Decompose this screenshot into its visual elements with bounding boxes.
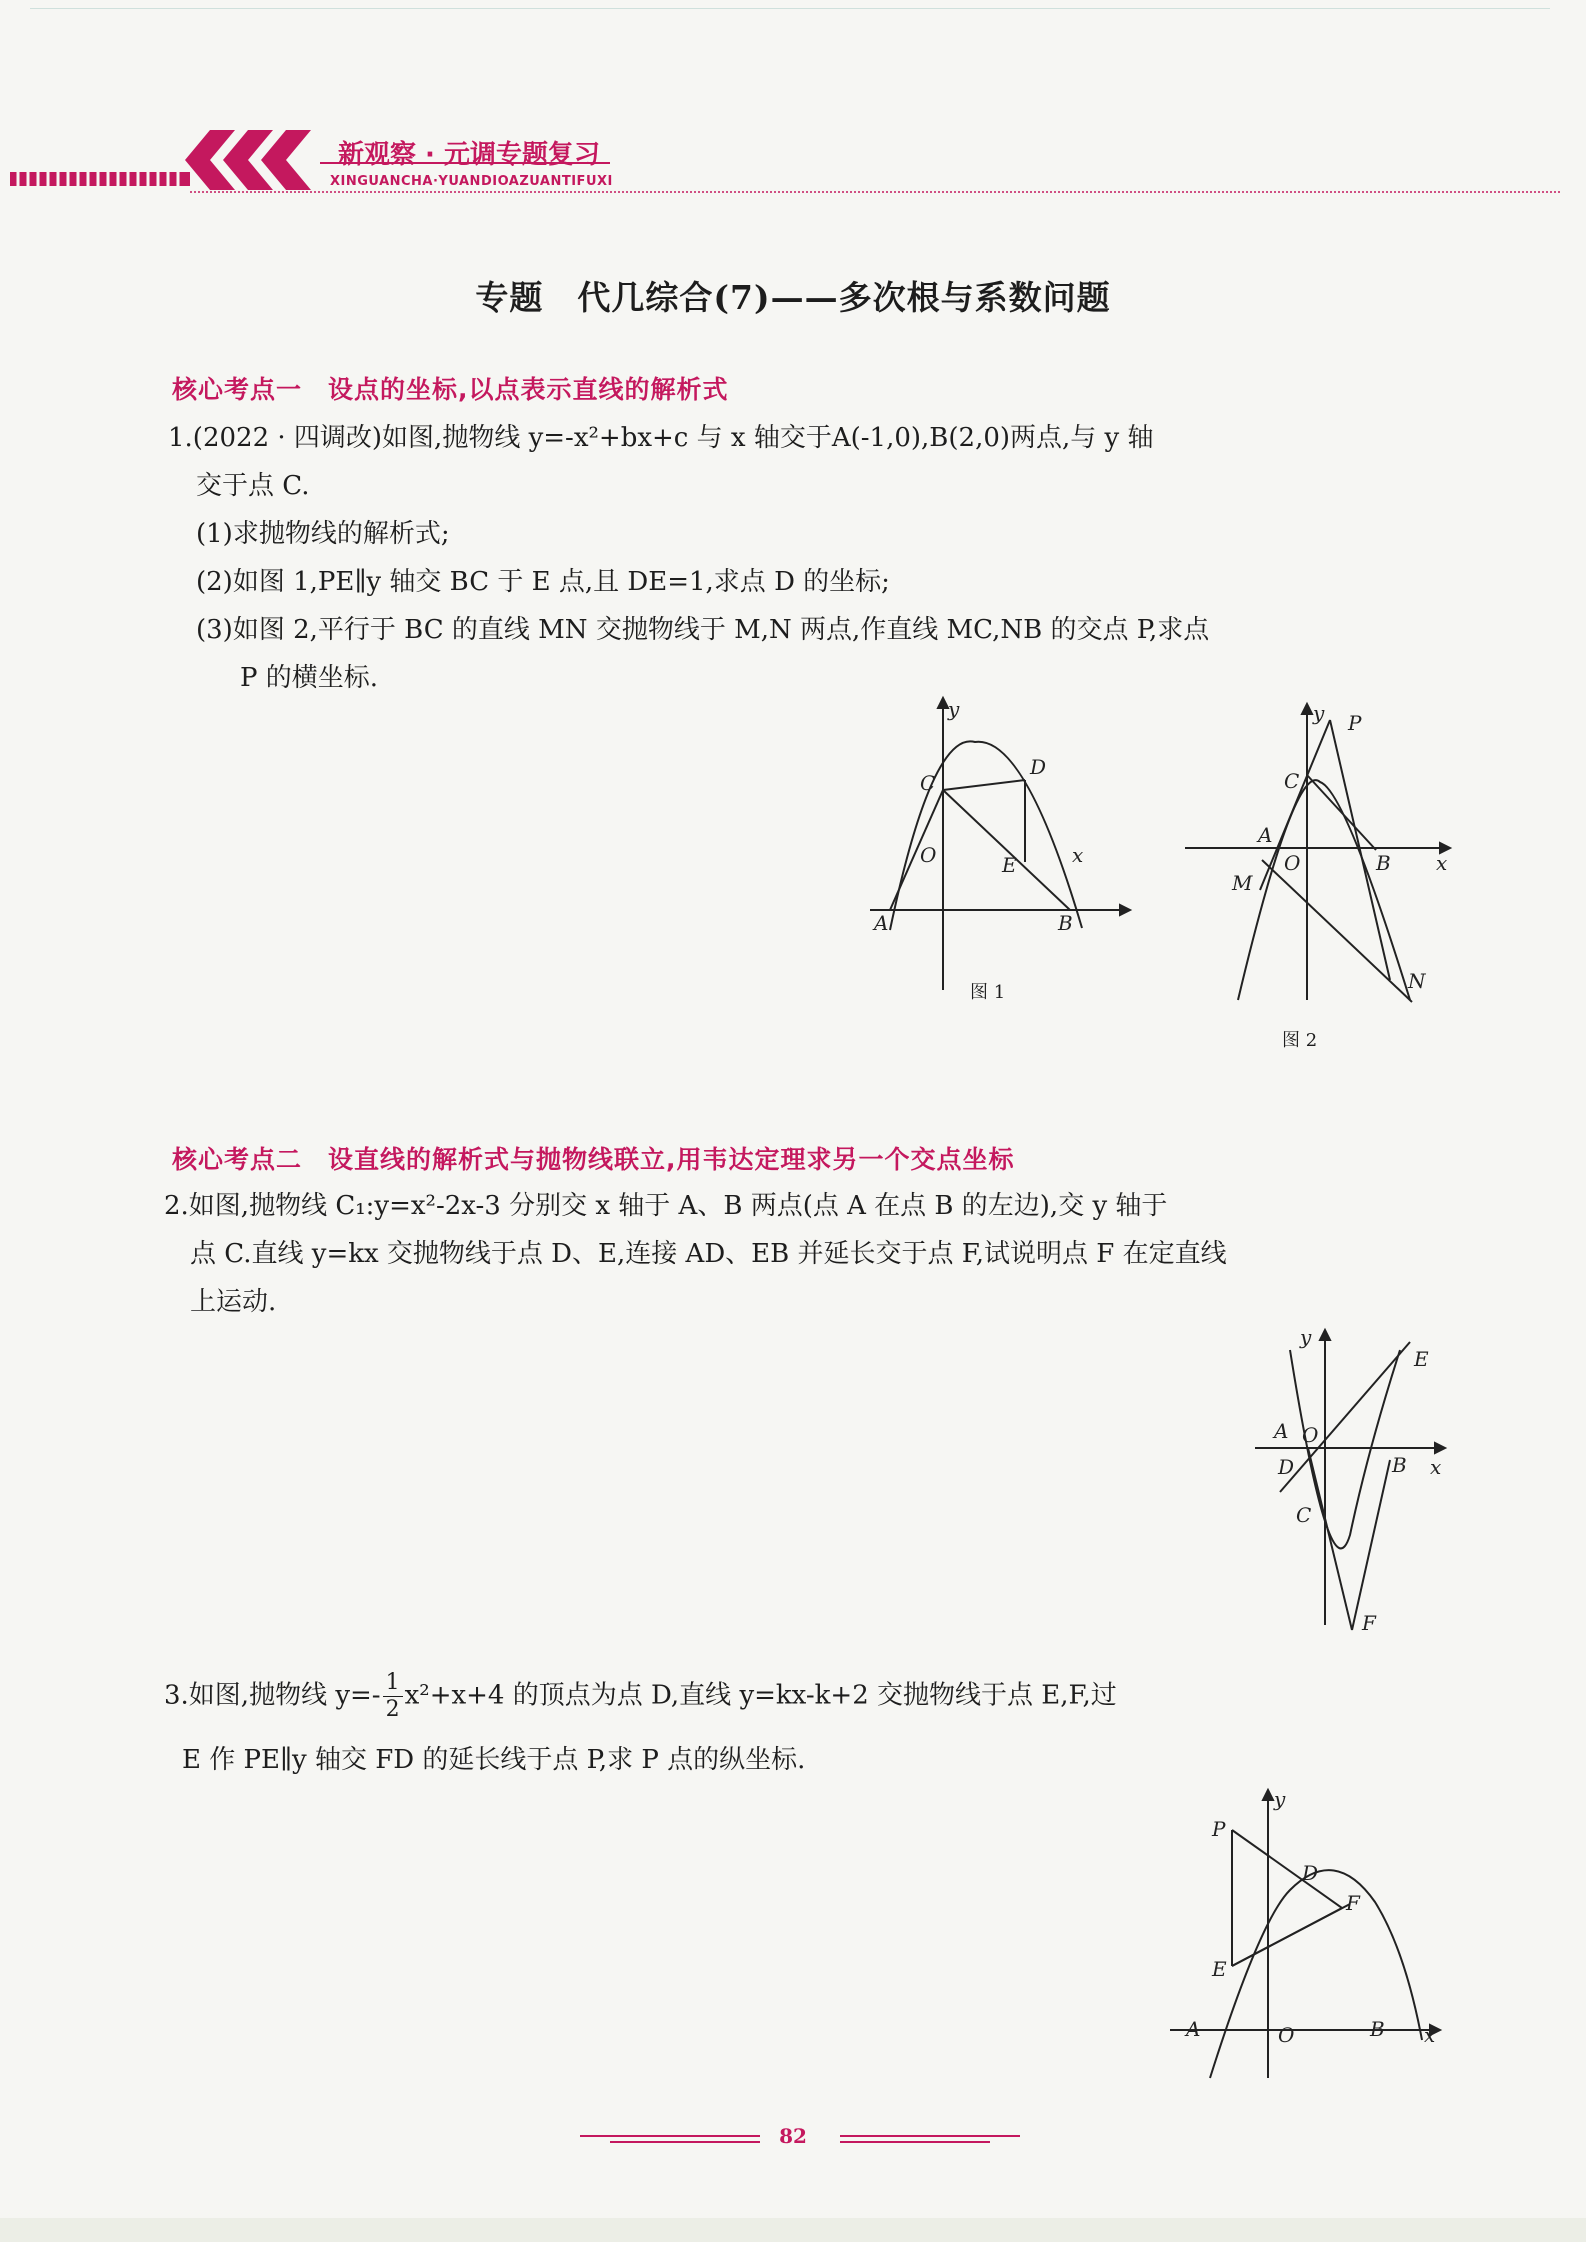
bottom-band	[0, 2218, 1586, 2242]
q3-line1-pre: 3.如图,抛物线 y=-	[164, 1680, 381, 1711]
top-rule	[30, 8, 1550, 9]
section-1-title: 核心考点一 设点的坐标,以点表示直线的解析式	[172, 375, 729, 404]
q1-line1: 1.(2022 · 四调改)如图,抛物线 y=-x²+bx+c 与 x 轴交于A(-1,0),B(2,0)两点,与 y 轴	[168, 423, 1154, 453]
figure-2	[1180, 700, 1460, 1010]
q3-fraction	[383, 1670, 403, 1723]
q3-line1-post: x²+x+4 的顶点为点 D,直线 y=kx-k+2 交抛物线于点 E,F,过	[404, 1680, 1117, 1711]
fig4-label-P: P	[1212, 1817, 1226, 1841]
q3-line2: E 作 PE∥y 轴交 FD 的延长线于点 P,求 P 点的纵坐标.	[182, 1745, 806, 1775]
figure-1	[860, 690, 1140, 1010]
section-2-title: 核心考点二 设直线的解析式与抛物线联立,用韦达定理求另一个交点坐标	[172, 1145, 1015, 1174]
fig3-label-E: E	[1414, 1347, 1429, 1371]
fig4-label-O: O	[1278, 2023, 1295, 2047]
fig3-label-B: B	[1392, 1453, 1407, 1477]
q1-part2: (2)如图 1,PE∥y 轴交 BC 于 E 点,且 DE=1,求点 D 的坐标;	[196, 567, 890, 597]
fig2-label-O: O	[1284, 851, 1301, 875]
q1-line2: 交于点 C.	[196, 471, 310, 501]
q3-frac-num: 1	[383, 1670, 403, 1697]
fig1-label-C: C	[920, 771, 936, 795]
brand-subtitle: XINGUANCHA·YUANDIOAZUANTIFUXI	[330, 174, 613, 189]
fig3-label-A: A	[1274, 1419, 1289, 1443]
fig2-caption: 图 2	[1282, 1030, 1318, 1051]
fig1-label-x: x	[1072, 843, 1084, 867]
fig3-label-y: y	[1300, 1325, 1312, 1349]
q3-frac-den: 2	[385, 1697, 400, 1722]
chevron-icons	[185, 130, 311, 190]
fig4-label-F: F	[1346, 1891, 1360, 1915]
fig4-label-y: y	[1274, 1787, 1286, 1811]
fig3-label-D: D	[1278, 1455, 1295, 1479]
q2-line2: 点 C.直线 y=kx 交抛物线于点 D、E,连接 AD、EB 并延长交于点 F,试说明点 F 在定直线	[190, 1239, 1227, 1269]
fig1-label-E: E	[1002, 853, 1017, 877]
fig3-label-F: F	[1362, 1611, 1376, 1635]
fig4-label-A: A	[1186, 2017, 1201, 2041]
fig2-label-P: P	[1348, 711, 1362, 735]
figure-3	[1250, 1320, 1450, 1640]
fig1-label-O: O	[920, 843, 937, 867]
page-title: 专题 代几综合(7)——多次根与系数问题	[475, 278, 1111, 317]
q1-part3b: P 的横坐标.	[240, 663, 379, 693]
fig4-label-E: E	[1212, 1957, 1227, 1981]
fig2-label-A: A	[1258, 823, 1273, 847]
fig1-label-D: D	[1030, 755, 1047, 779]
fig1-label-y: y	[948, 697, 960, 721]
fig2-label-x: x	[1436, 851, 1448, 875]
fig2-label-C: C	[1284, 769, 1300, 793]
fig1-label-B: B	[1058, 911, 1073, 935]
q2-line1: 2.如图,抛物线 C₁:y=x²-2x-3 分别交 x 轴于 A、B 两点(点 A 在点 B 的左边),交 y 轴于	[164, 1191, 1168, 1221]
hatch-strip	[10, 172, 190, 186]
q1-part3a: (3)如图 2,平行于 BC 的直线 MN 交抛物线于 M,N 两点,作直线 MC,NB 的交点 P,求点	[196, 615, 1210, 645]
page-number: 82	[779, 2124, 807, 2148]
fig4-label-B: B	[1370, 2017, 1385, 2041]
q1-part1: (1)求抛物线的解析式;	[196, 519, 450, 549]
figure-4	[1160, 1780, 1450, 2080]
q3-line1	[164, 1670, 1117, 1723]
fig2-label-N: N	[1408, 969, 1426, 993]
brand-title: 新观察 · 元调专题复习	[338, 140, 600, 170]
fig1-caption: 图 1	[970, 982, 1006, 1003]
brand-banner	[10, 120, 1570, 210]
fig3-label-C: C	[1296, 1503, 1312, 1527]
fig2-label-y: y	[1313, 701, 1325, 725]
fig4-label-x: x	[1424, 2023, 1436, 2047]
q2-line3: 上运动.	[190, 1287, 277, 1317]
fig1-label-A: A	[874, 911, 889, 935]
fig4-label-D: D	[1302, 1861, 1319, 1885]
fig2-label-B: B	[1376, 851, 1391, 875]
fig2-label-M: M	[1232, 871, 1253, 895]
fig3-label-x: x	[1430, 1455, 1442, 1479]
fig3-label-O: O	[1302, 1423, 1319, 1447]
